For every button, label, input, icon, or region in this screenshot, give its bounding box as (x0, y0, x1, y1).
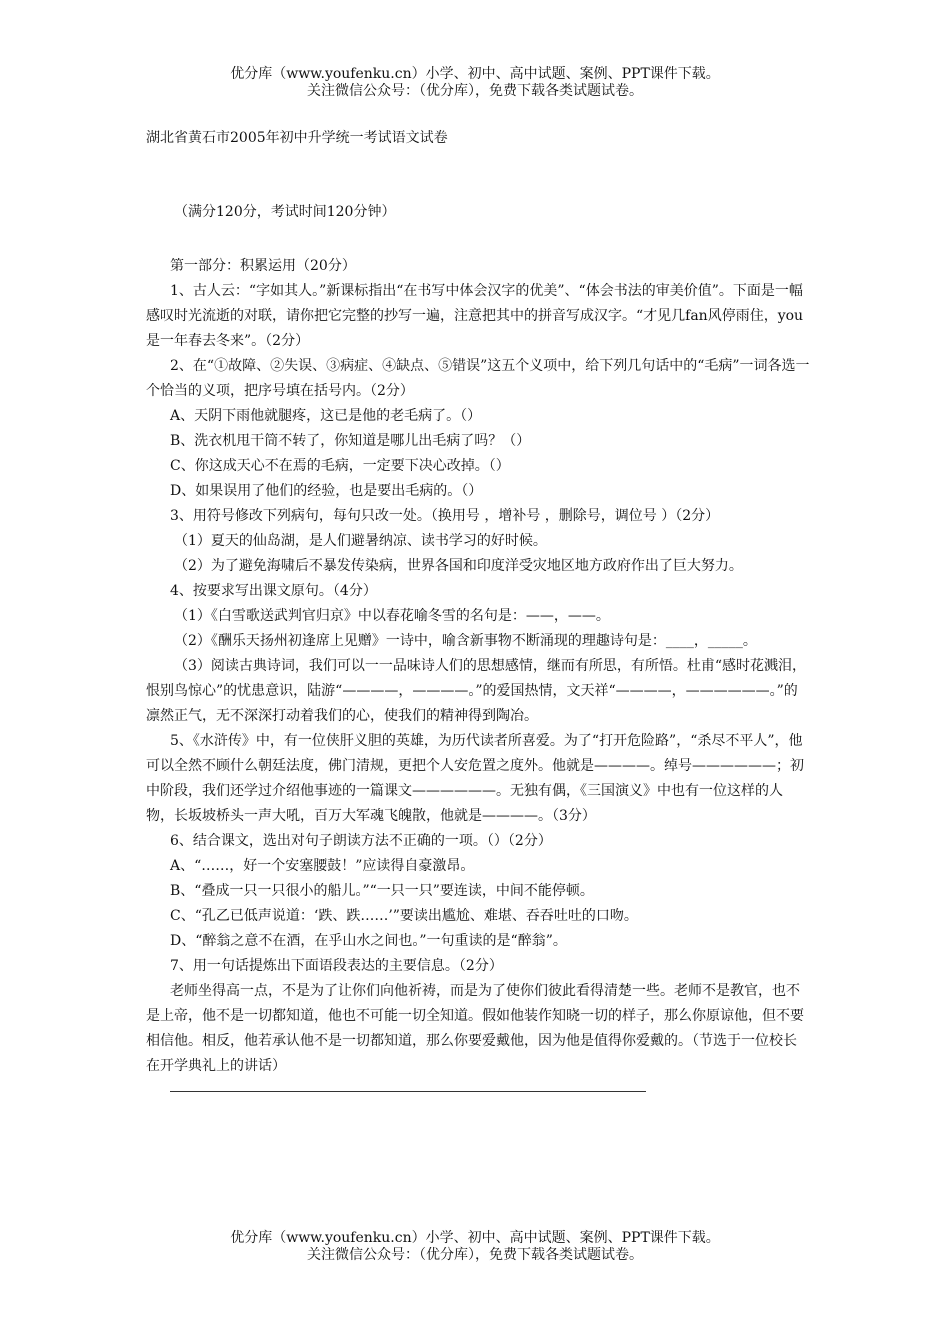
question-2-option-d: D、如果误用了他们的经验，也是要出毛病的。（） (170, 483, 483, 499)
question-5: 5、《水浒传》中，有一位侠肝义胆的英雄，为历代读者所喜爱。为了“打开危险路”，“杀尽不平人”，他可以全然不顾什么朝廷法度，佛门清规，更把个人安危置之度外。他就是————。绰号——————；初中阶段，我们还学过介绍他事迹的一篇课文——————。无独有偶，《三国演义》中也有一位这样的人物，长坂坡桥头一声大吼，百万大军魂飞魄散，他就是————。（3分） (146, 733, 804, 824)
question-6-option-d: D、“醉翁之意不在酒，在乎山水之间也。”一句重读的是“醉翁”。 (170, 933, 567, 949)
header-line-1: 优分库（www.youfenku.cn）小学、初中、高中试题、案例、PPT课件下载。 (230, 66, 720, 82)
question-2-option-a: A、天阴下雨他就腿疼，这已是他的老毛病了。（） (170, 408, 482, 424)
section-heading: 第一部分：积累运用（20分） (170, 258, 356, 274)
question-3-item-2: （2）为了避免海啸后不暴发传染病，世界各国和印度洋受灾地区地方政府作出了巨大努力。 (174, 558, 743, 574)
question-4-item-2: （2）《酬乐天扬州初逢席上见赠》一诗中，喻含新事物不断涌现的理趣诗句是：____，_____。 (174, 633, 757, 649)
question-4-item-1: （1）《白雪歌送武判官归京》中以春花喻冬雪的名句是：——，——。 (174, 608, 610, 624)
exam-info: （满分120分，考试时间120分钟） (174, 204, 396, 220)
question-6: 6、结合课文，选出对句子朗读方法不正确的一项。（）（2分） (170, 833, 552, 849)
question-2-option-b: B、洗衣机甩干筒不转了，你知道是哪儿出毛病了吗？（） (170, 433, 531, 449)
question-2-option-c: C、你这成天心不在焉的毛病，一定要下决心改掉。（） (170, 458, 510, 474)
question-1: 1、古人云：“字如其人。”新课标指出“在书写中体会汉字的优美”、“体会书法的审美价值”。下面是一幅感叹时光流逝的对联，请你把它完整的抄写一遍，注意把其中的拼音写成汉字。“才见几fan风停雨住，you是一年春去冬来”。（2分） (146, 283, 804, 349)
question-4-item-3: （3）阅读古典诗词，我们可以一一品味诗人们的思想感情，继而有所思，有所悟。杜甫“感时花溅泪，恨别鸟惊心”的忧患意识，陆游“————，————。”的爱国热情，文天祥“————，——————。”的凛然正气，无不深深打动着我们的心，使我们的精神得到陶冶。 (146, 658, 807, 724)
question-7-passage: 老师坐得高一点，不是为了让你们向他祈祷，而是为了使你们彼此看得清楚一些。老师不是教官，也不是上帝，他不是一切都知道，他也不可能一切全知道。假如他装作知晓一切的样子，那么你原谅他，但不要相信他。相反，他若承认他不是一切都知道，那么你要爱戴他，因为他是值得你爱戴的。（节选于一位校长在开学典礼上的讲话） (146, 983, 804, 1074)
page-footer (0, 1230, 950, 1264)
question-6-option-a: A、“……，好一个安塞腰鼓！”应读得自豪激昂。 (170, 858, 475, 874)
question-3: 3、用符号修改下列病句，每句只改一处。（换用号 ，增补号 ，删除号，调位号 ）（2分） (170, 508, 720, 524)
question-6-option-c: C、“孔乙已低声说道：‘跌、跌……’”要读出尴尬、难堪、吞吞吐吐的口吻。 (170, 908, 638, 924)
document-title: 湖北省黄石市2005年初中升学统一考试语文试卷 (146, 130, 448, 146)
question-6-option-b: B、“叠成一只一只很小的船儿。”“一只一只”要连读，中间不能停顿。 (170, 883, 594, 899)
document-body (146, 200, 810, 1092)
footer-line-2: 关注微信公众号：（优分库），免费下载各类试题试卷。 (307, 1247, 643, 1263)
answer-line (170, 1091, 646, 1092)
header-line-2: 关注微信公众号：（优分库），免费下载各类试题试卷。 (307, 83, 643, 99)
question-7: 7、用一句话提炼出下面语段表达的主要信息。（2分） (170, 958, 503, 974)
footer-line-1: 优分库（www.youfenku.cn）小学、初中、高中试题、案例、PPT课件下载。 (230, 1230, 720, 1246)
question-2: 2、在“①故障、②失误、③病症、④缺点、⑤错误”这五个义项中，给下列几句话中的“毛病”一词各选一个恰当的义项，把序号填在括号内。（2分） (146, 358, 810, 399)
page-header (0, 66, 950, 100)
question-4: 4、按要求写出课文原句。（4分） (170, 583, 377, 599)
question-3-item-1: （1）夏天的仙岛湖，是人们避暑纳凉、读书学习的好时候。 (174, 533, 547, 549)
